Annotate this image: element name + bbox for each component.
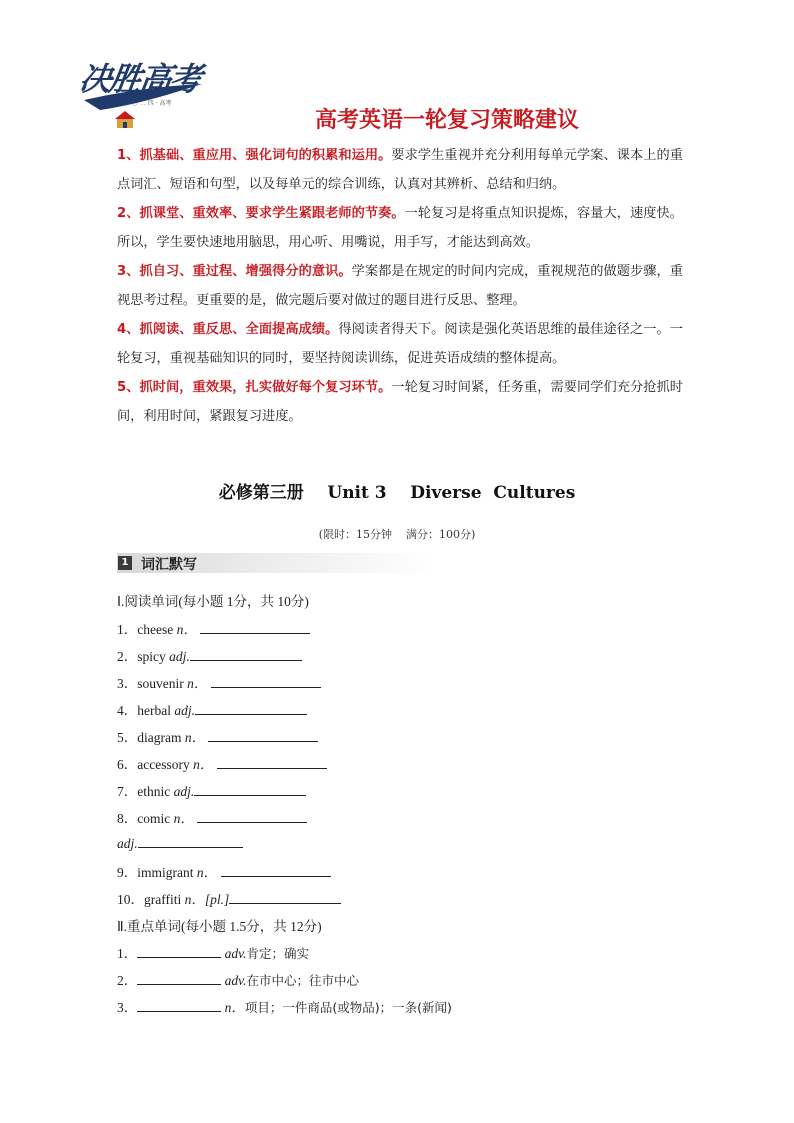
- question-row: [117, 618, 310, 638]
- advice-highlight: 3、抓自习、重过程、增强得分的意识。: [117, 264, 352, 279]
- question-row: [117, 969, 359, 989]
- question-number: 1．: [117, 946, 138, 961]
- part-of-speech: n．: [193, 757, 214, 772]
- part2-heading: Ⅱ.重点单词(每小题 1.5分，共 12分): [117, 919, 322, 934]
- section-label: 词汇默写: [141, 557, 197, 573]
- question-number: 2．: [117, 649, 138, 664]
- part-of-speech: n．[pl.]: [184, 892, 230, 907]
- answer-blank[interactable]: [137, 944, 221, 958]
- part-of-speech: n．: [184, 730, 206, 745]
- part-of-speech: adv.: [224, 973, 247, 988]
- question-word: accessory: [137, 757, 190, 772]
- question-row: [117, 807, 307, 827]
- question-number: 9．: [117, 865, 138, 880]
- question-word: cheese: [137, 622, 174, 637]
- advice-text: 得阅读者得天下。阅读是强化英语思维的最佳途径之一。一轮复习，重视基础知识的同时，要坚持阅读训练，促进英语成绩的整体提高。: [117, 322, 683, 366]
- question-number: 5．: [117, 730, 138, 745]
- answer-blank[interactable]: [211, 674, 321, 688]
- part-of-speech: n．: [173, 811, 194, 826]
- unit-title: 必修第三册 Unit 3 Diverse Cultures: [218, 483, 576, 503]
- word-meaning: 项目；一件商品(或物品)；一条(新闻): [244, 1000, 452, 1015]
- question-row: [117, 888, 341, 908]
- question-number: 3．: [117, 1000, 138, 1015]
- question-word: ethnic: [137, 784, 171, 799]
- answer-blank[interactable]: [217, 755, 327, 769]
- answer-blank[interactable]: [190, 647, 302, 661]
- advice-item: [117, 315, 683, 373]
- logo-text: 决胜高考: [77, 60, 203, 98]
- question-row: [117, 753, 327, 773]
- part-of-speech: n．: [187, 676, 208, 691]
- answer-blank[interactable]: [229, 890, 341, 904]
- page-title: 高考英语一轮复习策略建议: [314, 108, 579, 133]
- answer-blank[interactable]: [138, 834, 243, 848]
- question-row: [117, 645, 302, 665]
- advice-highlight: 4、抓阅读、重反思、全面提高成绩。: [117, 322, 339, 337]
- answer-blank[interactable]: [197, 809, 307, 823]
- part-of-speech: adj.: [173, 784, 195, 799]
- advice-list: [117, 141, 683, 431]
- question-row: [117, 672, 321, 692]
- question-word: herbal: [137, 703, 171, 718]
- advice-text: 一轮复习时间紧，任务重，需要同学们充分抢抓时间，利用时间，紧跟复习进度。: [117, 380, 683, 424]
- part-of-speech: n．: [196, 865, 218, 880]
- question-number: 3．: [117, 676, 138, 691]
- question-word: spicy: [137, 649, 166, 664]
- question-number: 1．: [117, 622, 138, 637]
- question-word: souvenir: [137, 676, 184, 691]
- part-of-speech: n．: [224, 1000, 245, 1015]
- advice-highlight: 1、抓基础、重应用、强化词句的积累和运用。: [117, 148, 392, 163]
- question-word: diagram: [137, 730, 182, 745]
- advice-text: 要求学生重视并充分利用每单元学案、课本上的重点词汇、短语和句型，以及每单元的综合训练，认真对其辨析、总结和归纳。: [117, 148, 683, 192]
- advice-item: [117, 257, 683, 315]
- answer-blank[interactable]: [208, 728, 318, 742]
- question-number: 7．: [117, 784, 138, 799]
- word-meaning: 肯定；确实: [246, 946, 310, 961]
- part-of-speech: adj.: [174, 703, 195, 718]
- question-word: comic: [137, 811, 171, 826]
- question-row: [117, 861, 331, 881]
- question-number: 6．: [117, 757, 138, 772]
- part-of-speech: adj.: [169, 649, 190, 664]
- advice-text: 一轮复习是将重点知识提炼，容量大，速度快。所以，学生要快速地用脑思，用心听、用嘴说，用手写，才能达到高效。: [117, 206, 683, 250]
- question-word: immigrant: [137, 865, 194, 880]
- word-meaning: 在市中心；往市中心: [246, 973, 360, 988]
- part1-heading: Ⅰ.阅读单词(每小题 1分，共 10分): [117, 594, 309, 609]
- time-limit: (限时：15分钟 满分：100分): [318, 528, 476, 541]
- answer-blank[interactable]: [200, 620, 310, 634]
- advice-text: 学案都是在规定的时间内完成，重视规范的做题步骤，重视思考过程。更重要的是，做完题后要对做过的题目进行反思、整理。: [117, 264, 683, 308]
- part-of-speech: adj.: [117, 836, 138, 851]
- advice-highlight: 2、抓课堂、重效率、要求学生紧跟老师的节奏。: [117, 206, 405, 221]
- logo-subtext: 二 〇 二 四 · 高考: [124, 100, 172, 107]
- part-of-speech: n．: [176, 622, 197, 637]
- part-of-speech: adv.: [224, 946, 247, 961]
- question-row: [117, 726, 318, 746]
- advice-item: [117, 141, 683, 199]
- answer-blank[interactable]: [194, 782, 306, 796]
- question-number: 8．: [117, 811, 138, 826]
- question-word: graffiti: [144, 892, 182, 907]
- question-row: [117, 834, 243, 852]
- answer-blank[interactable]: [137, 971, 221, 985]
- section-header: [117, 553, 437, 573]
- answer-blank[interactable]: [137, 998, 221, 1012]
- question-number: 10．: [117, 892, 144, 907]
- advice-item: [117, 199, 683, 257]
- section-number: 1: [118, 556, 132, 570]
- advice-item: [117, 373, 683, 431]
- answer-blank[interactable]: [221, 863, 331, 877]
- question-row: [117, 942, 309, 962]
- answer-blank[interactable]: [195, 701, 307, 715]
- advice-highlight: 5、抓时间，重效果，扎实做好每个复习环节。: [117, 380, 392, 395]
- question-row: [117, 996, 452, 1016]
- question-number: 4．: [117, 703, 138, 718]
- question-row: [117, 780, 306, 800]
- question-number: 2．: [117, 973, 138, 988]
- question-row: [117, 699, 307, 719]
